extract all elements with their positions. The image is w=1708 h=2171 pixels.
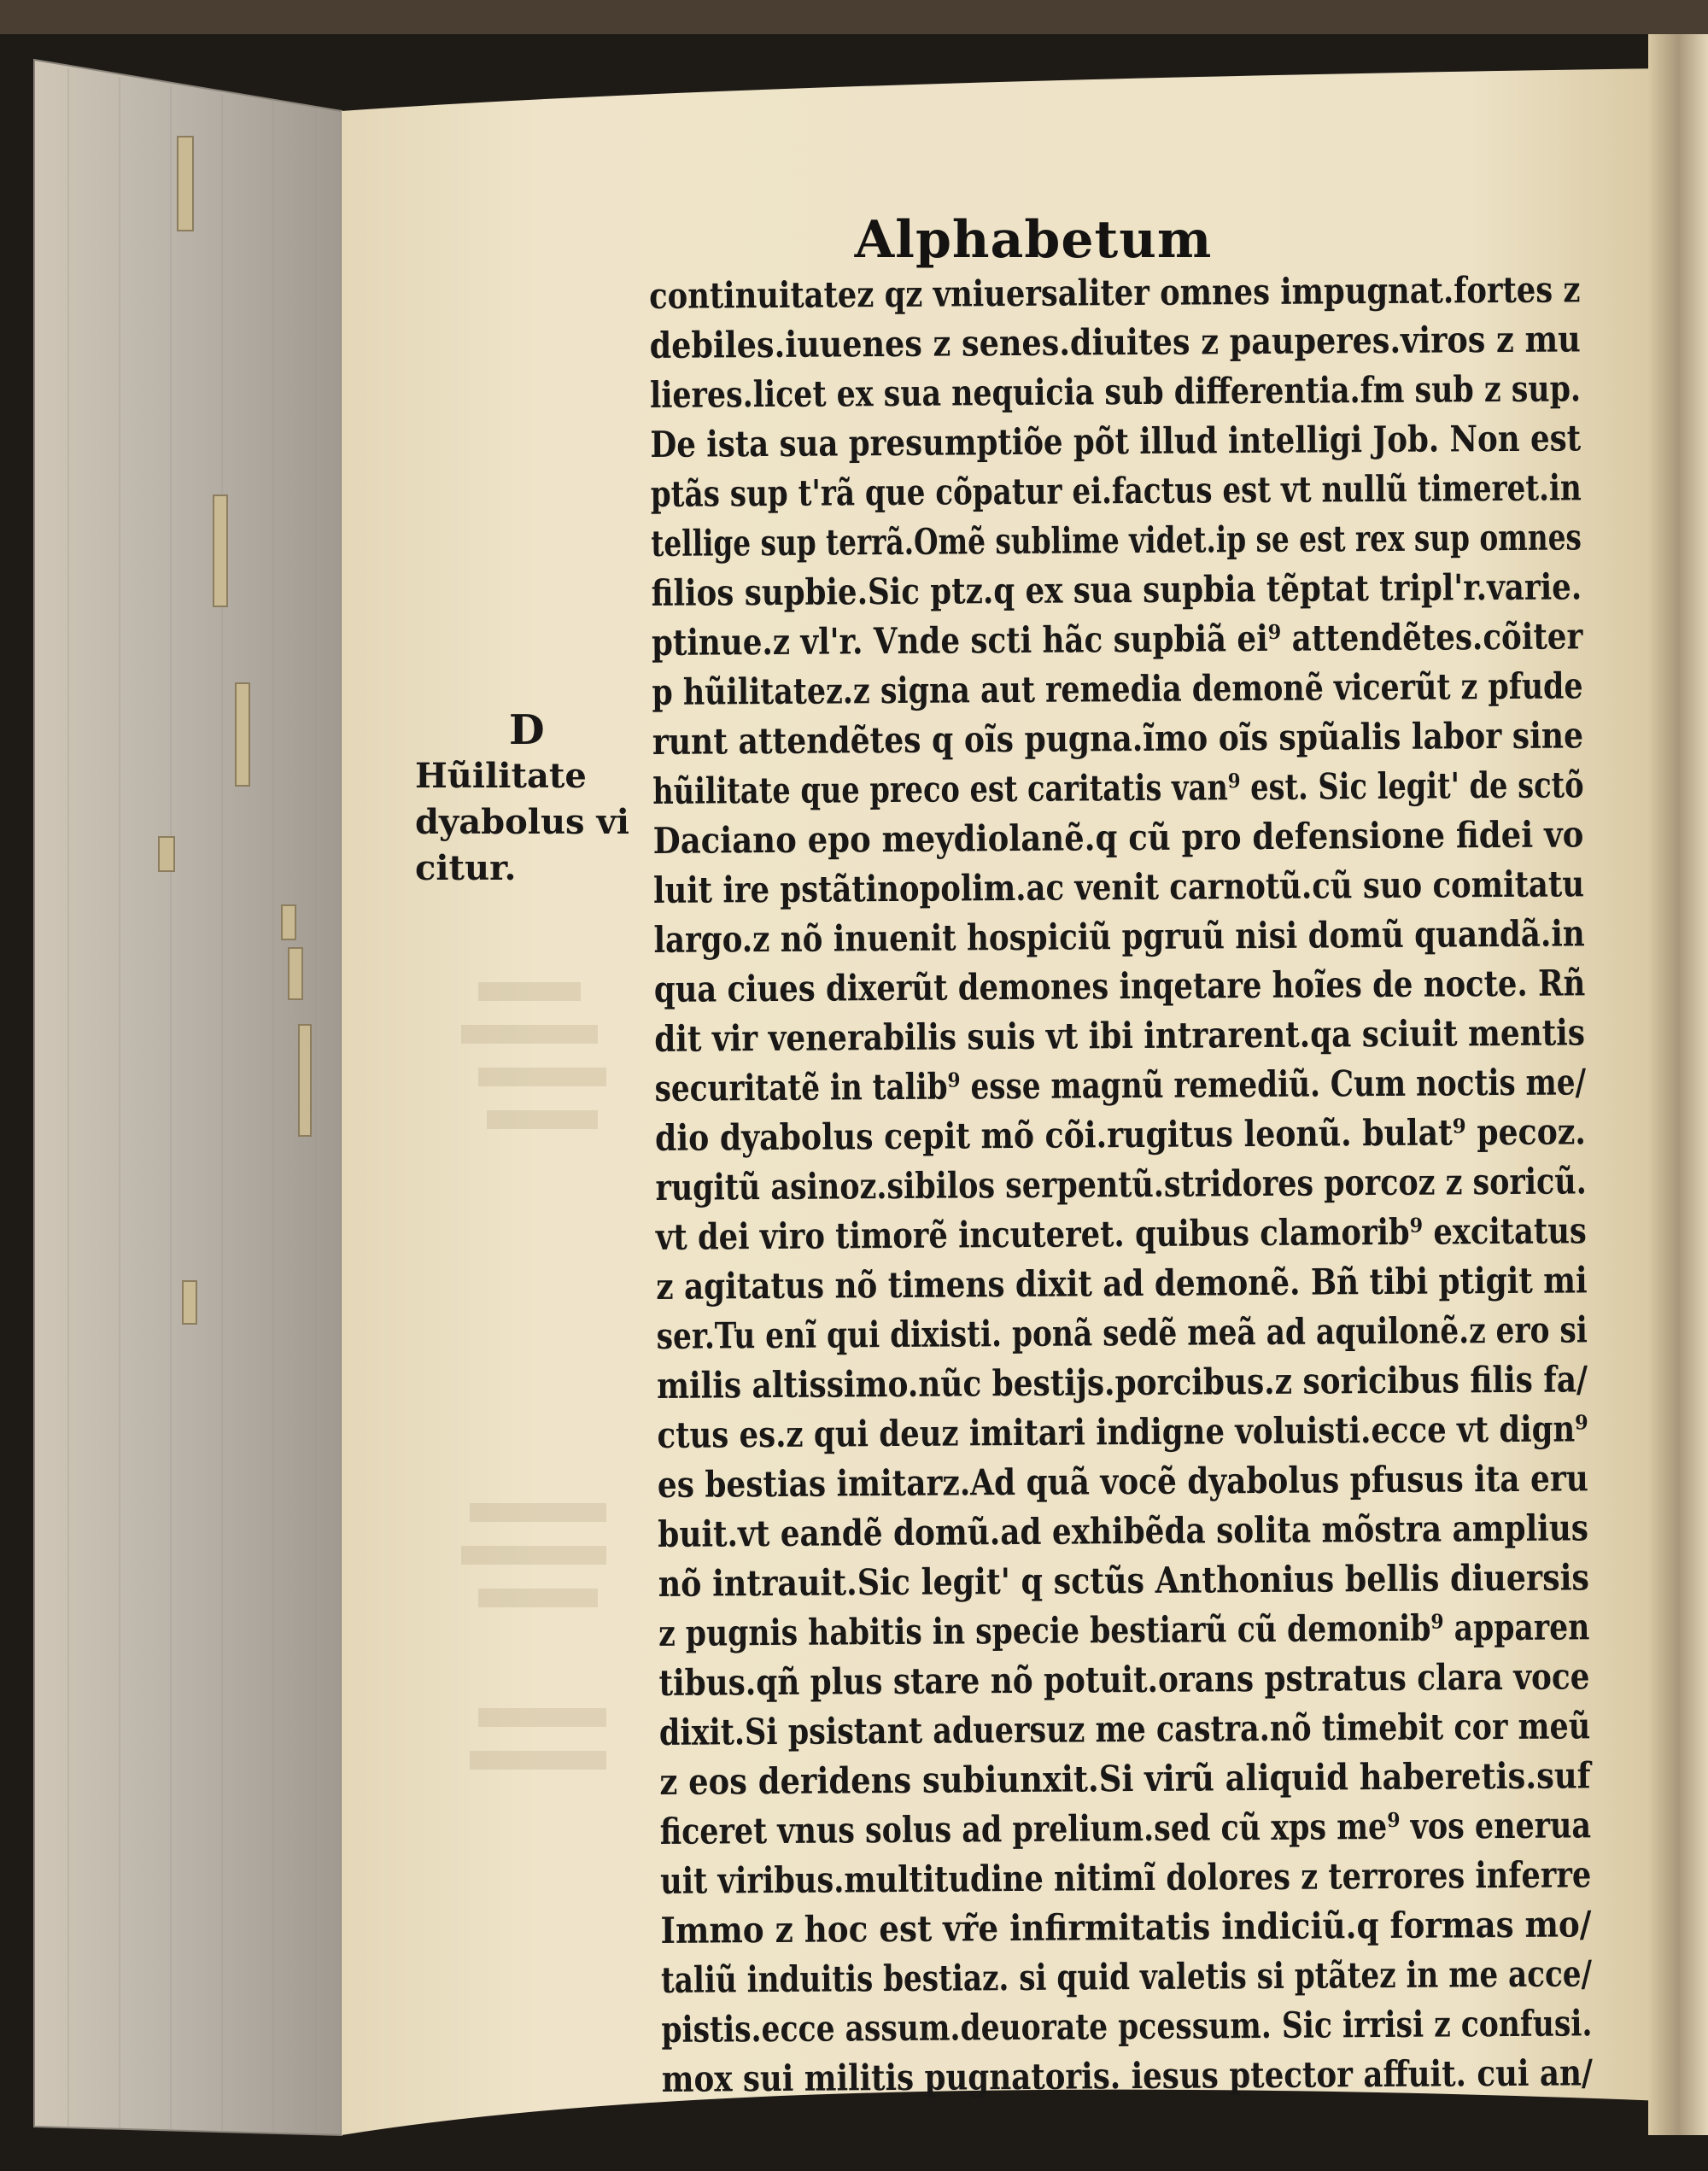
text-line: securitatẽ in talib⁹ esse magnũ remediũ. Cum noctis me/ (654, 1061, 1587, 1109)
text-line: z agitatus nõ timens dixit ad demonẽ. Bñ tibi ptigit mi (656, 1259, 1588, 1308)
text-line: debiles.iuuenes z senes.diuites z pauperes.viros z mu (649, 318, 1581, 366)
text-line: continuitatez qz vniuersaliter omnes impugnat.fortes z (649, 268, 1581, 317)
text-line: largo.z nõ inuenit hospiciũ pgruũ nisi domũ quandã.in (653, 912, 1585, 961)
text-line: rugitũ asinoz.sibilos serpentũ.stridores porcoz z soricũ. (655, 1160, 1587, 1208)
text-line: taliũ induitis bestiaz. si quid valetis si ptãtez in me acce/ (660, 1952, 1593, 2001)
text-line: milis altissimo.nũc bestijs.porcibus.z soricibus filis fa/ (656, 1358, 1588, 1407)
text-line: p hũilitatez.z signa aut remedia demonẽ vicerũt z pfude (652, 664, 1583, 713)
text-line: buit.vt eandẽ domũ.ad exhibẽda solita mõstra amplius (658, 1507, 1589, 1555)
text-line: tibus.qñ plus stare nõ potuit.orans pstratus clara voce (658, 1655, 1590, 1704)
text-line: Daciano epo meydiolanẽ.q cũ pro defensione fidei vo (652, 813, 1584, 862)
text-line: hũilitate que preco est caritatis van⁹ est. Sic legit' de sctõ (652, 764, 1584, 812)
text-line: lieres.licet ex sua nequicia sub differentia.fm sub z sup. (649, 367, 1582, 416)
marginal-note-initial: D (509, 706, 545, 754)
text-line: z eos deridens subiunxit.Si virũ aliquid haberetis.suf (659, 1754, 1591, 1803)
marginal-note-line: Hũilitate (415, 756, 587, 796)
text-line: Immo z hoc est vr̃e infirmitatis indiciũ.q formas mo/ (660, 1903, 1592, 1952)
running-head: Alphabetum (854, 210, 1213, 270)
page-stack-edge (34, 60, 342, 2135)
text-line: ser.Tu enĩ qui dixisti. ponã sedẽ meã ad aquilonẽ.z ero si (656, 1308, 1588, 1357)
text-line: ficeret vnus solus ad prelium.sed cũ xps me⁹ vos enerua (659, 1804, 1592, 1852)
text-line: vt dei viro timorẽ incuteret. quibus clamorib⁹ excitatus (655, 1209, 1587, 1258)
marginal-note-line: dyabolus vi (415, 802, 629, 842)
text-line: ptãs sup t'rã que cõpatur ei.factus est vt nullũ timeret.in (650, 466, 1582, 515)
text-line: dio dyabolus cepit mõ cõi.rugitus leonũ. bulat⁹ pecoz. (654, 1110, 1587, 1159)
text-line: pistis.ecce assum.deuorate pcessum. Sic irrisi z confusi. (661, 2002, 1593, 2051)
text-line: dit vir venerabilis suis vt ibi intrarent.qa sciuit mentis (654, 1011, 1586, 1060)
text-line: tellige sup terrã.Omẽ sublime videt.ip se est rex sup omnes (651, 516, 1582, 565)
text-line: ptinue.z vl'r. Vnde scti hãc supbiã ei⁹ attendẽtes.cõiter (651, 615, 1583, 664)
text-line: es bestias imitarz.Ad quã vocẽ dyabolus pfusus ita eru (657, 1457, 1588, 1506)
text-line: mox sui militis pugnatoris. iesus ptector affuit. cui an/ (661, 2051, 1594, 2100)
text-line: De ista sua presumptiõe põt illud intelligi Job. Non est (650, 417, 1582, 465)
gutter (1648, 34, 1708, 2135)
marginal-note-line: citur. (415, 848, 517, 888)
text-line: qua ciues dixerũt demones inqetare hoĩes de nocte. Rñ (653, 962, 1586, 1010)
text-line: filios supbie.Sic ptz.q ex sua supbia tẽptat tripl'r.varie. (651, 565, 1582, 614)
text-line: luit ire pstãtinopolim.ac venit carnotũ.cũ suo comitatu (652, 863, 1585, 911)
text-line: uit viribus.multitudine nitimĩ dolores z terrores inferre (659, 1853, 1592, 1902)
marginal-note (415, 707, 646, 892)
text-line: ctus es.z qui deuz imitari indigne voluisti.ecce vt dign⁹ (657, 1407, 1588, 1456)
text-line: runt attendẽtes q oĩs pugna.ĩmo oĩs spũalis labor sine (652, 714, 1584, 763)
text-line: nõ intrauit.Sic legit' q sctũs Anthonius bellis diuersis (658, 1556, 1590, 1605)
text-line: dixit.Si psistant aduersuz me castra.nõ timebit cor meũ (658, 1705, 1591, 1753)
text-line: z pugnis habitis in specie bestiarũ cũ demonib⁹ apparen (658, 1606, 1590, 1654)
